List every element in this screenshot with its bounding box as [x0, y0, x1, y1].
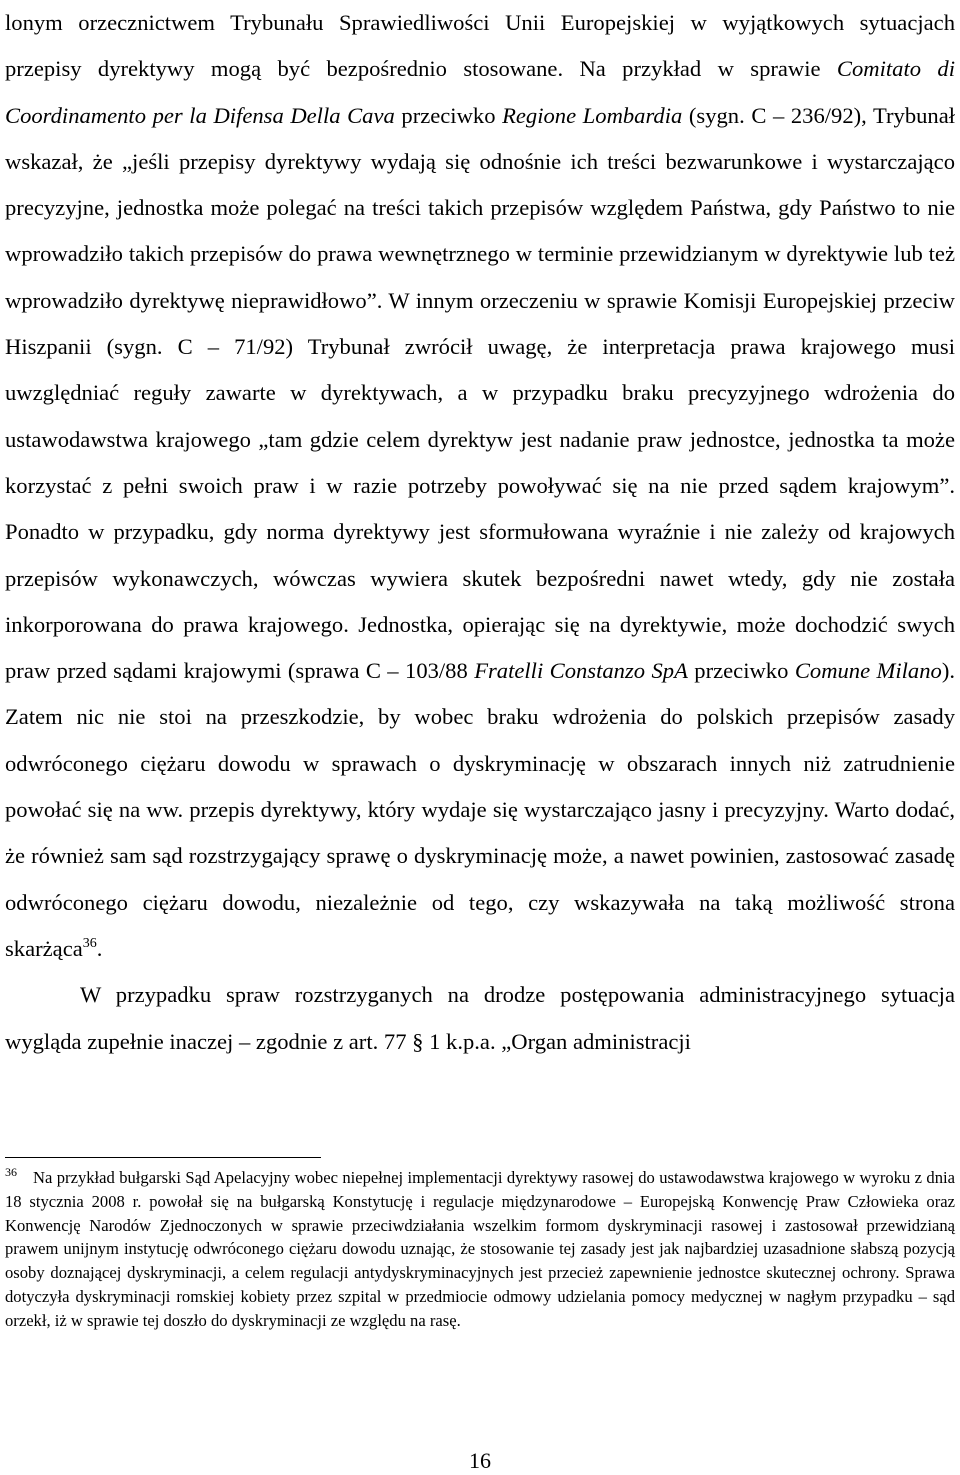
text-run: (sygn. C – 236/92), Trybunał wskazał, że „jeśli przepisy dyrektywy wydają się odnośnie ich treści bezwarunkowe i wystarczająco precyzyjne, jednostka może polegać na treści takich przepisów względem Państwa, gdy Państwo to nie wprowadziło takich przepisów do prawa wewnętrznego w terminie przewidzianym w dyrektywie lub też wprowadziło dyrektywę nieprawidłowo”. W innym orzeczeniu w sprawie Komisji Europejskiej przeciw Hiszpanii (sygn. C – 71/92) Trybunał zwrócił uwagę, że interpretacja prawa krajowego musi uwzględniać reguły zawarte w dyrektywach, a w przypadku braku precyzyjnego wdrożenia do ustawodawstwa krajowego „tam gdzie celem dyrektyw jest nadanie praw jednostce, jednostka ta może korzystać z pełni swoich praw i w razie potrzeby powoływać się na nie przed sądem krajowym”. Ponadto w przypadku, gdy norma dyrektywy jest sformułowana wyraźnie i nie zależy od krajowych przepisów wykonawczych, wówczas wywiera skutek bezpośredni nawet wtedy, gdy nie została inkorporowana do prawa krajowego. Jednostka, opierając się na dyrektywie, może dochodzić swych praw przed sądami krajowymi (sprawa C – 103/88	[5, 102, 956, 684]
italic-run: Fratelli Constanzo SpA	[474, 658, 688, 684]
text-run: ). Zatem nic nie stoi na przeszkodzie, by wobec braku wdrożenia do polskich przepisów zasady odwróconego ciężaru dowodu w sprawach o dyskryminację w obszarach innych niż zatrudnienie powołać się na ww. przepis dyrektywy, który wydaje się wystarczająco jasny i precyzyjny. Warto dodać, że również sam sąd rozstrzygający sprawę o dyskryminację może, a nawet powinien, zastosować zasadę odwróconego ciężaru dowodu, niezależnie od tego, czy wskazywała na taką możliwość strona skarżąca	[5, 658, 956, 961]
footnote-36	[5, 1166, 955, 1333]
page-number: 16	[469, 1448, 491, 1473]
page-body	[5, 0, 955, 1065]
text-run: .	[96, 935, 103, 961]
footnote-marker: 36	[5, 1165, 17, 1179]
footnote-separator	[5, 1157, 321, 1158]
text-run: przeciwko	[687, 658, 795, 684]
footnote-reference: 36	[82, 935, 97, 951]
text-run: lonym orzecznictwem Trybunału Sprawiedliwości Unii Europejskiej w wyjątkowych sytuacjach przepisy dyrektywy mogą być bezpośrednio stosowane. Na przykład w sprawie	[5, 10, 955, 82]
paragraph-2: W przypadku spraw rozstrzyganych na drodze postępowania administracyjnego sytuacja wygląda zupełnie inaczej – zgodnie z art. 77 § 1 k.p.a. „Organ administracji	[5, 982, 955, 1054]
body-text	[5, 0, 955, 1065]
text-run: przeciwko	[394, 102, 503, 128]
footnote-text: Na przykład bułgarski Sąd Apelacyjny wobec niepełnej implementacji dyrektywy rasowej do ustawodawstwa krajowego w wyroku z dnia 18 stycznia 2008 r. powołał się na bułgarską Konstytucję i regulacje międzynarodowe – Europejską Konwencję Praw Człowieka oraz Konwencję Narodów Zjednoczonych w sprawie przeciwdziałania wszelkim formom dyskryminacji rasowej i zastosował przewidzianą prawem unijnym instytucję odwróconego ciężaru dowodu uznając, że stosowanie tej zasady jest jak najbardziej uzasadnione słabszą pozycją osoby doznającej dyskryminacji, a celem regulacji antydyskryminacyjnych jest przecież zapewnienie jednostce skutecznej ochrony. Sprawa dotyczyła dyskryminacji romskiej kobiety przez szpital w przedmiocie odmowy udzielania pomocy medycznej w nagłym przypadku – sąd orzekł, iż w sprawie tej doszło do dyskryminacji ze względu na rasę.	[5, 1168, 955, 1330]
italic-run: Comitato di Coordinamento per la Difensa Della Cava	[5, 56, 955, 128]
italic-run: Regione Lombardia	[502, 102, 683, 128]
footnotes	[5, 1166, 955, 1333]
paragraph-1	[5, 0, 955, 972]
italic-run: Comune Milano	[794, 658, 942, 684]
